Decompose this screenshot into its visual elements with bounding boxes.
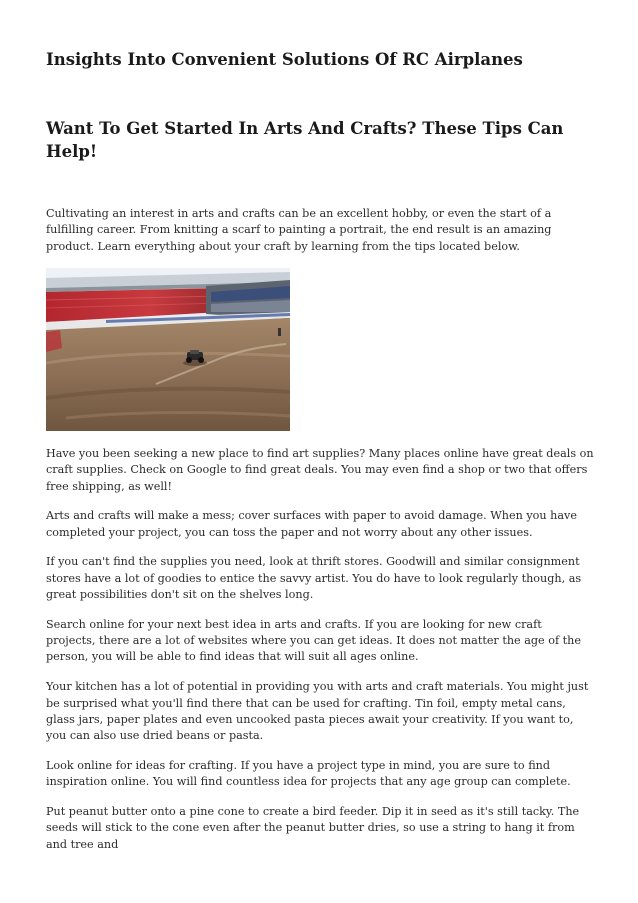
body-paragraph: Search online for your next best idea in arts and crafts. If you are looking for new craft projects, there are a lot of websites where you can get ideas. It does not matter the age of the person, you will be able to find ideas that will suit all ages online. — [46, 617, 581, 664]
body-paragraph: Have you been seeking a new place to find art supplies? Many places online have great deals on craft supplies. Check on Google to find great deals. You may even find a shop or two that offers free shipping, as well! — [46, 447, 594, 493]
body-paragraph: Put peanut butter onto a pine cone to create a bird feeder. Dip it in seed as it's still tacky. The seeds will stick to the cone even after the peanut butter dries, so use a string to hang it from and tree and — [46, 805, 580, 851]
article-body — [46, 446, 594, 866]
body-paragraph: Your kitchen has a lot of potential in providing you with arts and craft materials. You might just be surprised what you'll find there that can be used for crafting. Tin foil, empty metal cans, glass jars, paper plates and even uncooked pasta pieces await your creativity. If you want to, you can also use dried beans or pasta. — [46, 680, 589, 743]
document-title: Insights Into Convenient Solutions Of RC Airplanes — [46, 50, 523, 69]
body-paragraph: If you can't find the supplies you need, look at thrift stores. Goodwill and similar consignment stores have a lot of goodies to entice the savvy artist. You do have to look regularly though, as great possibilities don't sit on the shelves long. — [46, 555, 582, 602]
body-paragraph: Look online for ideas for crafting. If you have a project type in mind, you are sure to find inspiration online. You will find countless idea for projects that any age group can complete. — [46, 758, 571, 789]
intro-paragraph: Cultivating an interest in arts and crafts can be an excellent hobby, or even the start of a fulfilling career. From knitting a scarf to painting a portrait, the end result is an amazing product. Learn everything about your craft by learning from the tips located below. — [46, 207, 552, 253]
article-heading: Want To Get Started In Arts And Crafts? These Tips Can Help! — [46, 119, 564, 161]
rc-car-stadium-photo — [46, 268, 290, 431]
body-paragraph: Arts and crafts will make a mess; cover surfaces with paper to avoid damage. When you have completed your project, you can toss the paper and not worry about any other issues. — [46, 509, 577, 539]
